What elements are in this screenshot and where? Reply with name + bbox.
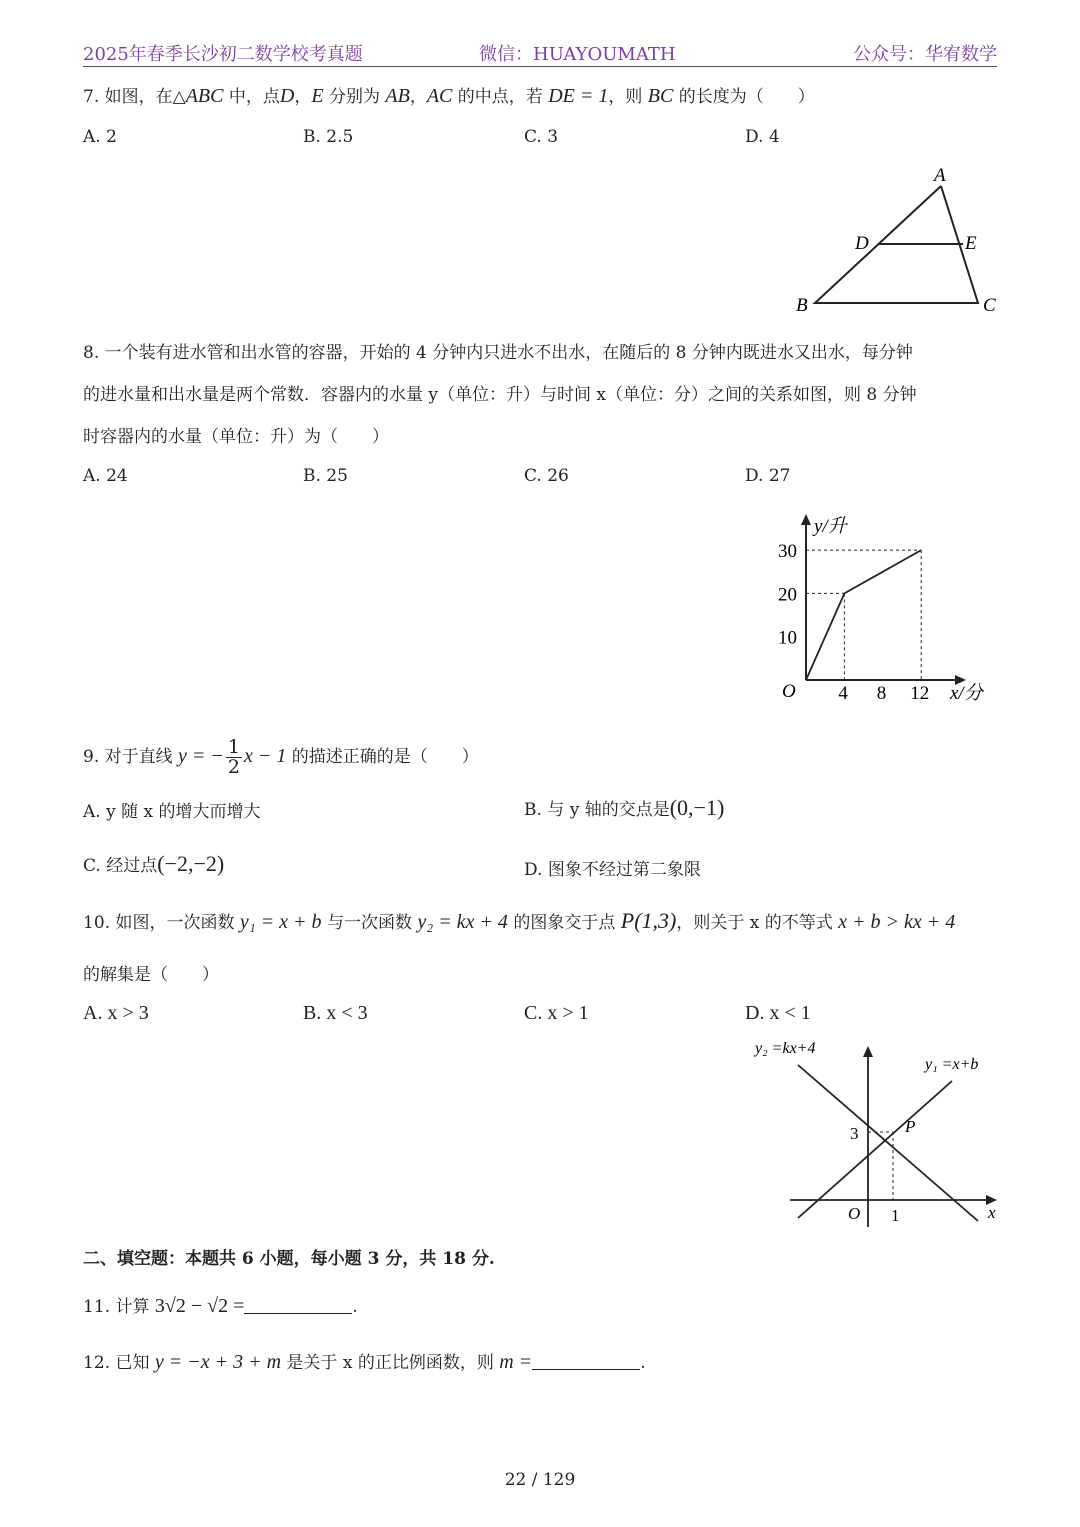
q7-stem-f: 的长度为（ ） [673,87,815,107]
q7-abc: ABC [185,85,224,107]
q9-stem [83,738,479,777]
q12-mid: 是关于 x 的正比例函数，则 [281,1353,500,1373]
q7-option-c[interactable]: C. 3 [524,127,559,147]
q12-label: 12. 已知 [83,1353,155,1373]
origin-label: O [782,681,796,702]
q9-frac-num: 1 [227,736,240,758]
x-axis-label: x/分 [950,683,983,704]
header-account: 公众号：华宥数学 [853,44,997,65]
q7-stem-e: ，则 [608,87,648,107]
line-y2 [798,1065,978,1221]
q7-option-d[interactable]: D. 4 [745,127,780,147]
q10-option-b[interactable]: B. x < 3 [303,1002,368,1024]
q9-option-b[interactable] [524,795,724,821]
q11-end: . [352,1297,358,1317]
q10-stem-b: 与一次函数 [321,913,418,933]
q7-stem-a: 7. 如图，在△ [83,87,186,107]
q7-triangle-figure [780,160,1010,325]
x-tick-4: 4 [838,683,848,704]
q7-e: E [311,85,324,107]
q10-inequality: x + b > kx + 4 [838,911,956,933]
q11-label: 11. 计算 [83,1297,155,1317]
label-c: C [983,295,996,316]
x-axis-label: x [988,1203,996,1222]
q9-option-c-text: C. 经过点 [83,856,158,876]
q7-ac: AC [426,85,453,107]
q9-option-b-math: (0,−1) [669,795,725,820]
q8-option-a[interactable]: A. 24 [83,466,128,486]
q12-expression: y = −x + 3 + m [154,1351,282,1373]
x-tick-8: 8 [876,683,887,704]
q11 [83,1292,358,1318]
header-wechat: 微信：HUAYOUMATH [479,44,676,65]
q12-answer-blank[interactable] [532,1353,640,1370]
q10-stem-c: 的图象交于点 [507,913,621,933]
p-label: P [905,1117,916,1136]
q9-option-c[interactable] [83,851,224,877]
label-d: D [855,233,869,254]
x-tick-12: 12 [910,683,930,704]
q7-stem: 7. 如图，在△ABC 中，点D，E 分别为 AB，AC 的中点，若 DE = 1，则 BC 的长度为（ ） [83,85,815,107]
q11-answer-blank[interactable] [244,1297,352,1314]
q7-ab: AB [385,85,410,107]
q8-option-d[interactable]: D. 27 [745,466,791,486]
y1-label: y₁ =x+b [925,1056,979,1073]
q8-water-graph [770,508,1000,708]
x-tick-1: 1 [891,1206,900,1225]
q9-eq-right: x − 1 [244,745,287,767]
water-volume-line [806,550,921,680]
q10-option-d[interactable]: D. x < 1 [745,1002,811,1024]
q10-y2: y₂ = kx + 4 [417,911,508,933]
y-tick-20: 20 [778,584,797,606]
y-tick-3: 3 [850,1124,859,1143]
y2-label: y₂ =kx+4 [755,1040,816,1057]
y-tick-30: 30 [778,541,797,563]
section-2-title: 二、填空题：本题共 6 小题，每小题 3 分，共 18 分. [83,1249,495,1269]
q7-bc: BC [647,85,674,107]
q9-frac-den: 2 [227,756,240,778]
line-y1 [798,1081,952,1218]
q9-option-c-math: (−2,−2) [157,851,225,876]
q9-option-a[interactable]: A. y 随 x 的增大而增大 [83,802,261,822]
q8-option-b[interactable]: B. 25 [303,466,348,486]
q9-option-b-text: B. 与 y 轴的交点是 [524,800,670,820]
q10-option-c[interactable]: C. x > 1 [524,1002,589,1024]
y-axis-label: y/升 [814,516,847,537]
page-number: 22 / 129 [504,1470,576,1490]
label-e: E [965,233,977,254]
q10-stem-a: 10. 如图，一次函数 [83,913,240,933]
q7-d: D [279,85,295,107]
page-header [83,38,997,67]
q7-stem-b: 中，点 [223,87,280,107]
q8-option-c[interactable]: C. 26 [524,466,569,486]
q10-linear-graph [750,1035,1010,1235]
label-a: A [934,165,946,186]
q10-y1: y₁ = x + b [239,911,322,933]
q9-fraction [226,738,242,777]
q9-option-d[interactable]: D. 图象不经过第二象限 [524,860,701,880]
q10-stem-d: ，则关于 x 的不等式 [676,913,839,933]
q12 [83,1348,646,1374]
origin-label: O [848,1204,861,1223]
q9-stem-a: 9. 对于直线 [83,747,179,767]
q9-eq-left: y = − [178,745,224,767]
label-b: B [796,295,808,316]
q10-option-a[interactable]: A. x > 3 [83,1002,149,1024]
q7-option-b[interactable]: B. 2.5 [303,127,354,147]
q12-end: . [640,1353,646,1373]
y-tick-10: 10 [778,627,797,649]
q11-expression: 3√2 − √2 = [154,1295,245,1317]
q8-line-1: 8. 一个装有进水管和出水管的容器，开始的 4 分钟内只进水不出水，在随后的 8 分钟内既进水又出水，每分钟 [83,343,913,363]
header-title: 2025年春季长沙初二数学校考真题 [83,44,363,65]
q12-m-eq: m = [499,1351,533,1373]
q7-stem-d: 的中点，若 [452,87,549,107]
q8-line-2: 的进水量和出水量是两个常数．容器内的水量 y（单位：升）与时间 x（单位：分）之间的关系如图，则 8 分钟 [83,385,917,405]
q7-de-eq: DE = 1 [548,85,609,107]
q10-point-p: P(1,3) [620,908,677,933]
y-axis-arrow [863,1046,873,1057]
q10-stem [83,908,955,934]
q7-comma: ， [294,87,312,107]
q7-stem-c: 分别为 [323,87,386,107]
q8-line-3: 时容器内的水量（单位：升）为（ ） [83,427,389,447]
y-axis-arrow [801,514,811,525]
q9-stem-b: 的描述正确的是（ ） [286,747,479,767]
q10-line-2: 的解集是（ ） [83,965,219,985]
q7-option-a[interactable]: A. 2 [83,127,117,147]
